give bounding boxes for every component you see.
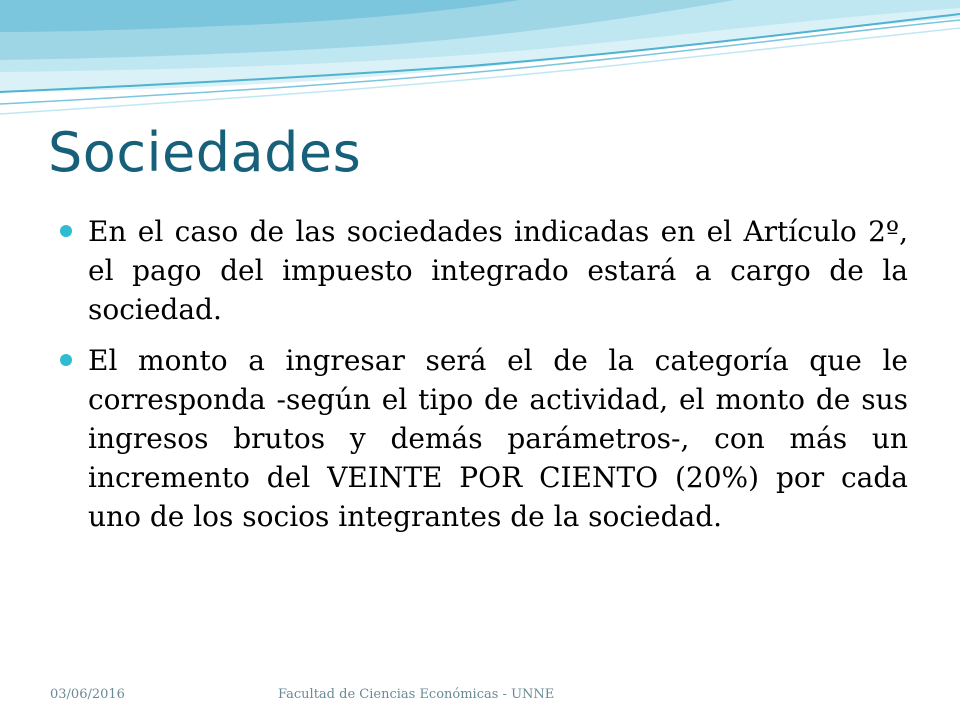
bullet-text: El monto a ingresar será el de la categoría que le corresponda -según el tipo de actividad, el monto de sus ingresos brutos y demás parámetros-, con más un incremento del VEINTE POR CIENTO (20%) por cada uno de los socios integrantes de la sociedad. bbox=[88, 344, 908, 533]
bullet-item bbox=[60, 212, 908, 329]
bullet-icon bbox=[60, 354, 72, 366]
decorative-wave bbox=[0, 0, 960, 130]
bullet-item bbox=[60, 341, 908, 536]
footer-date: 03/06/2016 bbox=[50, 687, 125, 702]
bullet-list bbox=[60, 212, 908, 548]
bullet-icon bbox=[60, 225, 72, 237]
slide-title: Sociedades bbox=[48, 121, 362, 184]
footer-organization: Facultad de Ciencias Económicas - UNNE bbox=[278, 687, 555, 702]
bullet-text: En el caso de las sociedades indicadas en el Artículo 2º, el pago del impuesto integrado estará a cargo de la sociedad. bbox=[88, 215, 908, 326]
